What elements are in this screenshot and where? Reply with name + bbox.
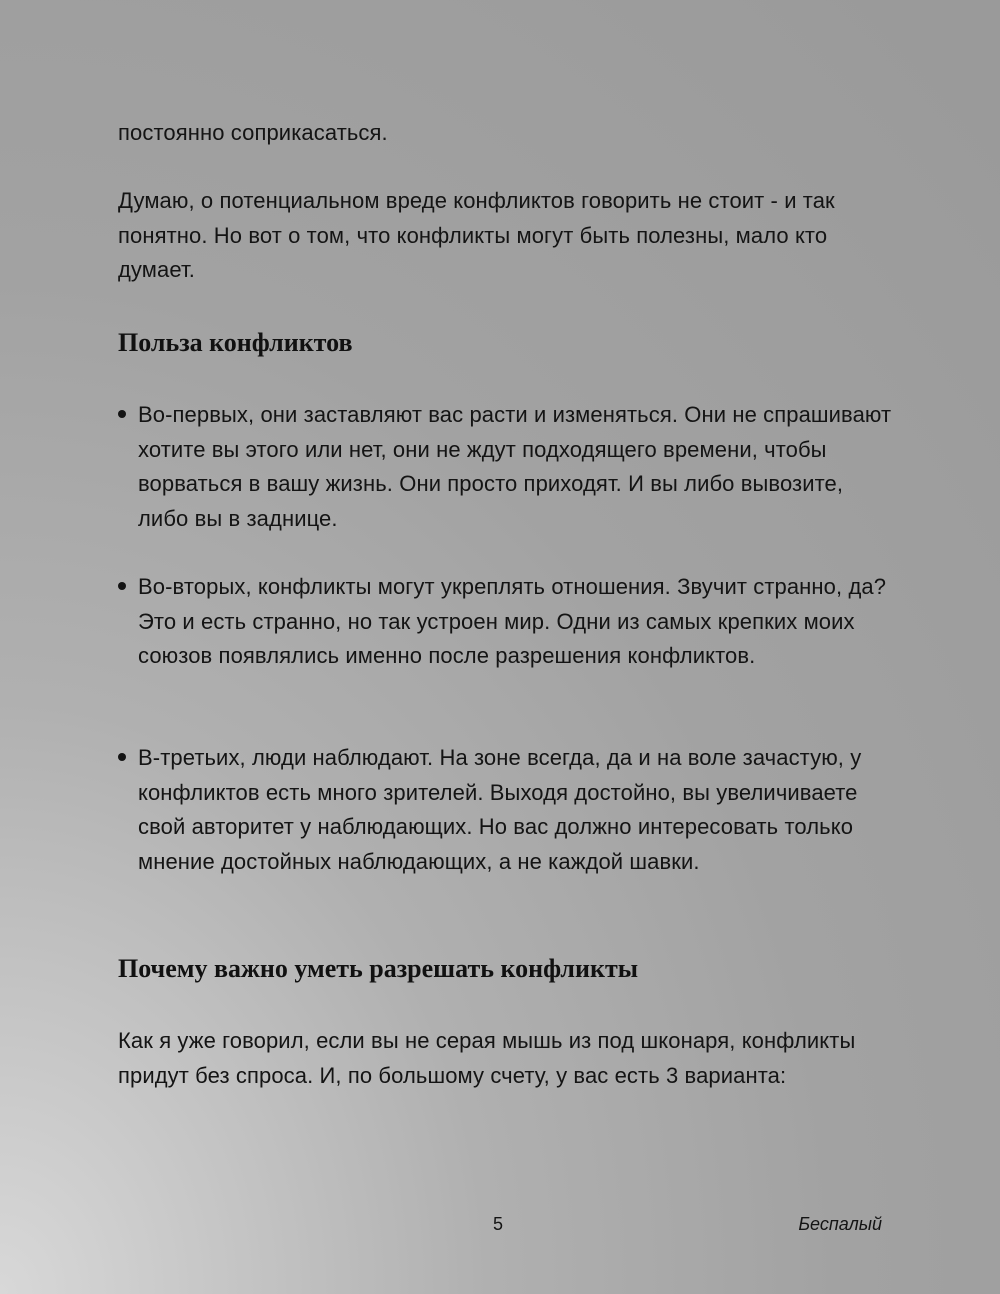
section-heading-why: Почему важно уметь разрешать конфликты	[118, 954, 639, 983]
bullet-icon	[118, 753, 126, 761]
footer-author: Беспалый	[798, 1214, 882, 1234]
list-item-text: Во-вторых, конфликты могут укреплять отношения. Звучит странно, да? Это и есть странно, но так устроен мир. Одни из самых крепких моих союзов появлялись именно после разрешения конфликтов.	[138, 574, 887, 668]
page-number: 5	[493, 1214, 504, 1234]
paragraph-continuation: постоянно соприкасаться.	[118, 120, 388, 145]
paragraph-intro: Думаю, о потенциальном вреде конфликтов говорить не стоит - и так понятно. Но вот о том, что конфликты могут быть полезны, мало кто думает.	[118, 188, 835, 282]
section-heading-benefits: Польза конфликтов	[118, 328, 353, 357]
bullet-icon	[118, 582, 126, 590]
bullet-icon	[118, 410, 126, 418]
paragraph-options: Как я уже говорил, если вы не серая мышь из под шконаря, конфликты придут без спроса. И, по большому счету, у вас есть 3 варианта:	[118, 1028, 856, 1088]
list-item-text: Во-первых, они заставляют вас расти и изменяться. Они не спрашивают хотите вы этого или нет, они не ждут подходящего времени, чтобы ворваться в вашу жизнь. Они просто приходят. И вы либо вывозите, либо вы в заднице.	[138, 402, 892, 531]
list-item-text: В-третьих, люди наблюдают. На зоне всегда, да и на воле зачастую, у конфликтов есть много зрителей. Выходя достойно, вы увеличиваете свой авторитет у наблюдающих. Но вас должно интересовать только мнение достойных наблюдающих, а не каждой шавки.	[138, 745, 862, 874]
